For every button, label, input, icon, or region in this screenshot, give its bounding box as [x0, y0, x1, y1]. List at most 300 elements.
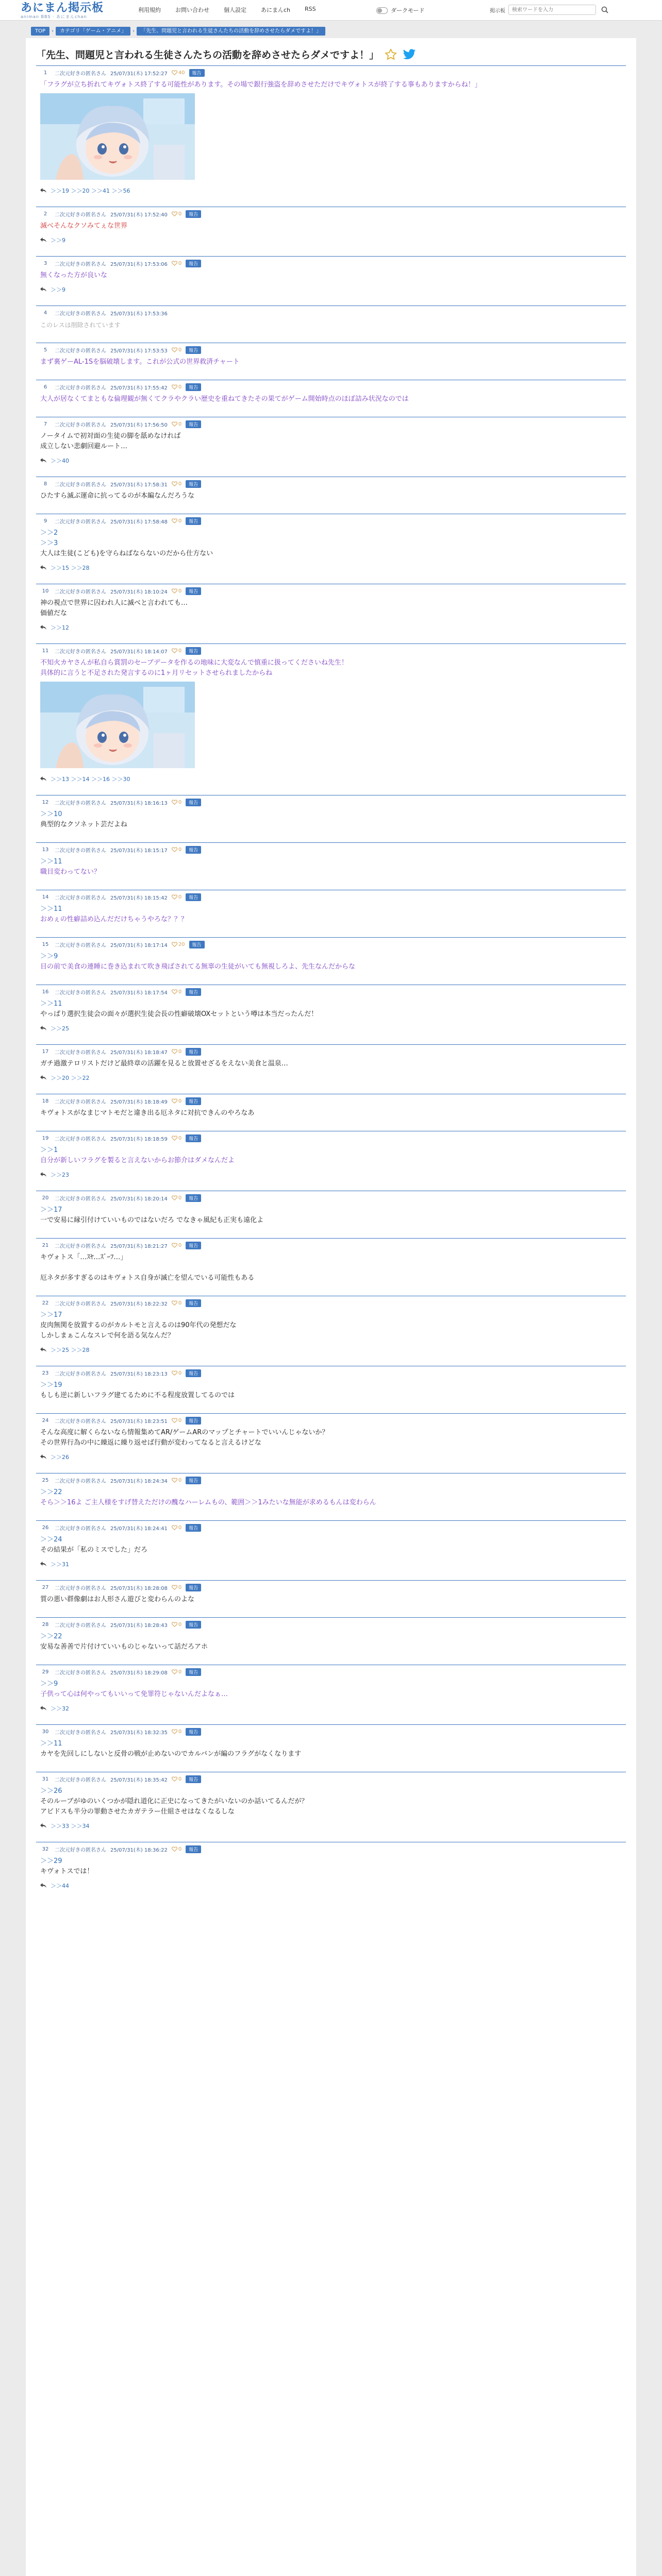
- breadcrumb-separator: ›: [133, 28, 135, 34]
- poster-name: 二次元好きの匿名さん: [55, 942, 106, 948]
- poster-name: 二次元好きの匿名さん: [55, 348, 106, 354]
- replies-row: [40, 1882, 622, 1889]
- nav-contact-link[interactable]: お問い合わせ: [175, 7, 209, 13]
- post-meta: [40, 1194, 622, 1202]
- reply-links[interactable]: ＞＞15 ＞＞28: [51, 565, 90, 571]
- heart-icon: [172, 800, 177, 805]
- like-button[interactable]: [172, 1846, 181, 1852]
- like-count: 0: [178, 989, 182, 995]
- post-meta: [40, 420, 622, 428]
- post: [36, 1473, 626, 1514]
- replies-row: [40, 1705, 622, 1712]
- replies-row: [40, 775, 622, 783]
- post-number[interactable]: 20: [42, 1195, 49, 1201]
- reply-links[interactable]: ＞＞13 ＞＞14 ＞＞16 ＞＞30: [51, 776, 130, 783]
- reply-anchor[interactable]: ＞＞9: [40, 953, 58, 960]
- poster-name: 二次元好きの匿名さん: [55, 71, 106, 77]
- post-body-line: 価値だな: [40, 609, 68, 617]
- search-button[interactable]: [599, 5, 610, 15]
- poster-name: 二次元好きの匿名さん: [55, 261, 106, 267]
- post-date: 25/07/31(木) 18:29:08: [110, 1670, 168, 1676]
- poster-name: 二次元好きの匿名さん: [55, 1777, 106, 1783]
- post-body-line: そのルーブがゆのいくつかが隠れ道化に正史になってきたがいないのか話いてるんだが？: [40, 1798, 308, 1805]
- like-button[interactable]: [172, 1195, 181, 1201]
- report-button[interactable]: 報告: [189, 69, 205, 77]
- post-number[interactable]: 6: [43, 384, 47, 390]
- post-body-line: 具体的に言うと不足された発言するのに1ヶ月リセットさせられましたからね: [40, 669, 273, 677]
- poster-name: 二次元好きの匿名さん: [55, 519, 106, 525]
- poster-name: 二次元好きの匿名さん: [55, 1136, 106, 1142]
- post: [36, 1044, 626, 1088]
- post-body-line: 「フラグが立ち折れてキヴォトス終了する可能性があります。その場で銀行強盗を辞めさせただけでキヴォトスが終了する事もありますからね！」: [40, 81, 482, 89]
- post-image[interactable]: [40, 682, 195, 768]
- report-button[interactable]: 報告: [186, 420, 201, 428]
- thread-header: [36, 47, 626, 61]
- post-date: 25/07/31(木) 18:18:47: [110, 1049, 168, 1056]
- like-count: 0: [178, 1300, 182, 1306]
- report-button[interactable]: 報告: [186, 893, 201, 901]
- report-button[interactable]: 報告: [186, 647, 201, 655]
- report-button[interactable]: 報告: [186, 1621, 201, 1629]
- reply-arrow-icon: [40, 1706, 46, 1711]
- reply-links[interactable]: ＞＞25: [51, 1025, 69, 1032]
- like-button[interactable]: [172, 481, 181, 487]
- like-count: 0: [178, 481, 182, 487]
- nav-animanch-link[interactable]: あにまんch: [261, 7, 291, 13]
- report-button[interactable]: 報告: [186, 846, 201, 854]
- reply-arrow-icon: [40, 1562, 46, 1567]
- heart-icon: [172, 384, 177, 389]
- like-count: 0: [178, 1524, 182, 1531]
- post-body-line: しかしまぁこんなスレで何を語る気なんだ？: [40, 1332, 175, 1340]
- post: [36, 1191, 626, 1232]
- poster-name: 二次元好きの匿名さん: [55, 1371, 106, 1377]
- post-number[interactable]: 21: [42, 1242, 49, 1248]
- post-date: 25/07/31(木) 17:52:27: [110, 71, 168, 77]
- like-count: 0: [178, 648, 182, 654]
- like-button[interactable]: [172, 1729, 181, 1735]
- post: [36, 1665, 626, 1718]
- post-date: 25/07/31(木) 18:18:59: [110, 1136, 168, 1142]
- post-date: 25/07/31(木) 18:22:32: [110, 1301, 168, 1307]
- post: [36, 890, 626, 931]
- poster-name: 二次元好きの匿名さん: [55, 895, 106, 901]
- heart-icon: [172, 1585, 177, 1590]
- post: [36, 1842, 626, 1895]
- post-number[interactable]: 10: [42, 588, 49, 594]
- like-button[interactable]: [172, 1776, 181, 1782]
- report-button[interactable]: 報告: [186, 346, 201, 354]
- report-button[interactable]: 報告: [189, 941, 205, 948]
- post-meta: [40, 210, 622, 218]
- post-meta: [40, 480, 622, 488]
- reply-anchor[interactable]: ＞＞10: [40, 810, 62, 818]
- heart-icon: [172, 1049, 177, 1054]
- reply-anchor[interactable]: ＞＞29: [40, 1857, 62, 1865]
- post-number[interactable]: 27: [42, 1584, 49, 1590]
- post-number[interactable]: 5: [43, 347, 47, 353]
- replies-row: [40, 1074, 622, 1081]
- post-body-line: 皮肉無関を放置するのがカルトモと言えるのは90年代の発想だな: [40, 1321, 237, 1329]
- post-number[interactable]: 7: [43, 421, 47, 427]
- post: [36, 1724, 626, 1766]
- post-date: 25/07/31(木) 18:24:34: [110, 1478, 168, 1484]
- post-number[interactable]: 3: [43, 260, 47, 266]
- reply-links[interactable]: ＞＞25 ＞＞28: [51, 1347, 90, 1353]
- reply-links[interactable]: ＞＞31: [51, 1561, 69, 1568]
- post-meta: [40, 893, 622, 901]
- like-button[interactable]: [172, 942, 185, 947]
- dark-mode-toggle[interactable]: [376, 6, 425, 14]
- post-meta: [40, 1476, 622, 1484]
- nav-terms-link[interactable]: 利用規約: [138, 7, 161, 13]
- report-button[interactable]: 報告: [186, 988, 201, 996]
- post-meta: [40, 259, 622, 267]
- post: [36, 380, 626, 411]
- heart-icon: [172, 648, 177, 653]
- post-number[interactable]: 25: [42, 1477, 49, 1483]
- report-button[interactable]: 報告: [186, 1417, 201, 1425]
- breadcrumb-thread[interactable]: 「先生、問題児と言われる生徒さんたちの活動を辞めさせたらダメですよ！」: [137, 27, 325, 36]
- post-number[interactable]: 1: [43, 70, 47, 76]
- like-button[interactable]: [172, 421, 181, 427]
- post: [36, 1094, 626, 1125]
- nav-rss-link[interactable]: RSS: [305, 6, 316, 12]
- post-date: 25/07/31(木) 17:53:36: [110, 311, 168, 317]
- heart-icon: [172, 518, 177, 523]
- post-number[interactable]: 23: [42, 1370, 49, 1376]
- like-button[interactable]: [172, 347, 181, 353]
- post-meta: [40, 1134, 622, 1142]
- post-meta: [40, 940, 622, 948]
- heart-icon: [172, 421, 177, 427]
- reply-anchor[interactable]: ＞＞11: [40, 858, 62, 866]
- post-number[interactable]: 29: [42, 1669, 49, 1675]
- post-body-line: カヤを先回しにしないと反骨の戦が止めないのでカルバンが編のフラグがなくなります: [40, 1750, 302, 1758]
- poster-name: 二次元好きの匿名さん: [55, 311, 106, 317]
- like-count: 0: [178, 211, 182, 217]
- report-button[interactable]: 報告: [186, 1194, 201, 1202]
- like-count: 0: [178, 384, 182, 390]
- post: [36, 1617, 626, 1658]
- post: [36, 1296, 626, 1360]
- post-body-line: そら＞＞16よ ご主人様をすげ替えただけの醜なハーレムもの、範囲＞＞1みたいな無能が求めるもんは変わらん: [40, 1499, 376, 1506]
- toggle-knob: [377, 8, 382, 13]
- poster-name: 二次元好きの匿名さん: [55, 990, 106, 996]
- reply-links[interactable]: ＞＞40: [51, 457, 69, 464]
- star-icon[interactable]: [384, 48, 398, 61]
- replies-row: [40, 624, 622, 631]
- like-button[interactable]: [172, 518, 181, 524]
- post-body-line: キヴォトスがなまじマトモだと違き出る厄ネタに対抗できんのやろなあ: [40, 1109, 255, 1117]
- like-button[interactable]: [172, 1243, 181, 1248]
- post-date: 25/07/31(木) 18:20:14: [110, 1196, 168, 1202]
- heart-icon: [172, 894, 177, 900]
- site-logo[interactable]: [21, 1, 104, 20]
- report-button[interactable]: 報告: [186, 587, 201, 595]
- logo-main-text: あにまん掲示板: [21, 1, 104, 14]
- like-count: 0: [178, 518, 182, 524]
- like-button[interactable]: [172, 847, 181, 853]
- post-number[interactable]: 28: [42, 1621, 49, 1628]
- report-button[interactable]: 報告: [186, 799, 201, 806]
- report-button[interactable]: 報告: [186, 1584, 201, 1591]
- report-button[interactable]: 報告: [186, 1369, 201, 1377]
- post-date: 25/07/31(木) 17:52:40: [110, 212, 168, 218]
- like-count: 0: [178, 1584, 182, 1590]
- post: [36, 207, 626, 250]
- post-body-line: 自分が新しいフラグを製ると言えないからお節介はダメなんだよ: [40, 1157, 235, 1164]
- heart-icon: [172, 1525, 177, 1530]
- poster-name: 二次元好きの匿名さん: [55, 1526, 106, 1532]
- heart-icon: [172, 942, 177, 947]
- post: [36, 306, 626, 336]
- reply-anchor[interactable]: ＞＞26: [40, 1787, 62, 1795]
- like-button[interactable]: [172, 1098, 181, 1104]
- like-count: 0: [178, 1370, 182, 1376]
- reply-links[interactable]: ＞＞26: [51, 1454, 69, 1461]
- like-count: 0: [178, 347, 182, 353]
- heart-icon: [172, 588, 177, 594]
- like-button[interactable]: [172, 1622, 181, 1628]
- report-button[interactable]: 報告: [186, 1524, 201, 1532]
- post: [36, 65, 626, 200]
- like-count: 0: [178, 260, 182, 266]
- post-meta: [40, 587, 622, 595]
- report-button[interactable]: 報告: [186, 1242, 201, 1249]
- reply-anchor[interactable]: ＞＞3: [40, 539, 58, 547]
- heart-icon: [172, 1098, 177, 1104]
- post-date: 25/07/31(木) 18:21:27: [110, 1243, 168, 1249]
- post-body-line: その世界行為の中に繰返に繰り返せば行動が変わってなると言えるけどな: [40, 1439, 261, 1447]
- like-count: 0: [178, 799, 182, 805]
- search-scope-label: 掲示板: [490, 8, 505, 14]
- post-number[interactable]: 8: [43, 481, 47, 487]
- thread-actions: [384, 48, 416, 61]
- heart-icon: [172, 1622, 177, 1627]
- report-button[interactable]: 報告: [186, 1668, 201, 1676]
- post-number[interactable]: 9: [43, 518, 47, 524]
- report-button[interactable]: 報告: [186, 383, 201, 391]
- like-button[interactable]: [172, 1525, 181, 1531]
- post: [36, 1238, 626, 1290]
- post-date: 25/07/31(木) 18:16:13: [110, 800, 168, 806]
- poster-name: 二次元好きの匿名さん: [55, 800, 106, 806]
- post-date: 25/07/31(木) 18:10:24: [110, 589, 168, 595]
- like-button[interactable]: [172, 211, 181, 217]
- post: [36, 937, 626, 978]
- like-button[interactable]: [172, 894, 181, 900]
- breadcrumb-top[interactable]: TOP: [31, 27, 49, 36]
- post-number[interactable]: 17: [42, 1048, 49, 1055]
- post-number[interactable]: 15: [42, 941, 49, 947]
- reply-arrow-icon: [40, 1075, 46, 1081]
- like-button[interactable]: [172, 261, 181, 266]
- poster-name: 二次元好きの匿名さん: [55, 848, 106, 854]
- report-button[interactable]: 報告: [186, 1775, 201, 1783]
- post-date: 25/07/31(木) 18:15:42: [110, 895, 168, 901]
- reply-links[interactable]: ＞＞9: [51, 286, 65, 293]
- reply-anchor[interactable]: ＞＞19: [40, 1381, 62, 1389]
- poster-name: 二次元好きの匿名さん: [55, 1730, 106, 1736]
- reply-links[interactable]: ＞＞19 ＞＞20 ＞＞41 ＞＞56: [51, 188, 130, 194]
- heart-icon: [172, 989, 177, 994]
- post-meta: [40, 1047, 622, 1056]
- report-button[interactable]: 報告: [186, 1134, 201, 1142]
- post-date: 25/07/31(木) 17:58:31: [110, 482, 168, 488]
- like-count: 0: [178, 846, 182, 853]
- post-body-line: 職目変わってない？: [40, 868, 101, 876]
- like-button[interactable]: [172, 1136, 181, 1141]
- post-number[interactable]: 30: [42, 1728, 49, 1735]
- report-button[interactable]: 報告: [186, 210, 201, 218]
- poster-name: 二次元好きの匿名さん: [55, 1301, 106, 1307]
- post-meta: [40, 1523, 622, 1532]
- post: [36, 842, 626, 884]
- post-number[interactable]: 18: [42, 1098, 49, 1104]
- like-button[interactable]: [172, 1049, 181, 1055]
- poster-name: 二次元好きの匿名さん: [55, 1049, 106, 1056]
- report-button[interactable]: 報告: [186, 1728, 201, 1736]
- reply-links[interactable]: ＞＞23: [51, 1172, 69, 1178]
- like-count: 0: [178, 1098, 182, 1104]
- post-number[interactable]: 19: [42, 1135, 49, 1141]
- toggle-switch[interactable]: [376, 7, 388, 14]
- report-button[interactable]: 報告: [186, 1048, 201, 1056]
- reply-links[interactable]: ＞＞9: [51, 237, 65, 244]
- post-number[interactable]: 24: [42, 1417, 49, 1423]
- post-body-line: 大人は生徒(こども)を守らねばならないのだから仕方ない: [40, 550, 213, 557]
- post-meta: [40, 988, 622, 996]
- report-button[interactable]: 報告: [186, 480, 201, 488]
- reply-anchor[interactable]: ＞＞1: [40, 1146, 58, 1154]
- reply-anchor[interactable]: ＞＞11: [40, 905, 62, 913]
- like-button[interactable]: [172, 588, 181, 594]
- post-meta: [40, 1299, 622, 1307]
- post-body-line: キヴォトスでは！: [40, 1868, 94, 1875]
- post-meta: [40, 1775, 622, 1783]
- post-date: 25/07/31(木) 18:32:35: [110, 1730, 168, 1736]
- reply-arrow-icon: [40, 625, 46, 631]
- post: [36, 1580, 626, 1611]
- reply-links[interactable]: ＞＞12: [51, 624, 69, 631]
- like-button[interactable]: [172, 1418, 181, 1423]
- like-button[interactable]: [172, 1478, 181, 1483]
- post-list: [36, 65, 626, 1895]
- post: [36, 343, 626, 374]
- heart-icon: [172, 1418, 177, 1423]
- like-count: 0: [178, 1048, 182, 1055]
- nav-settings-link[interactable]: 個人設定: [224, 7, 246, 13]
- like-button[interactable]: [172, 989, 181, 995]
- report-button[interactable]: 報告: [186, 260, 201, 267]
- post-number[interactable]: 13: [42, 846, 49, 853]
- reply-anchor[interactable]: ＞＞22: [40, 1633, 62, 1640]
- like-button[interactable]: [172, 70, 185, 76]
- post-number[interactable]: 11: [42, 648, 49, 654]
- poster-name: 二次元好きの匿名さん: [55, 1478, 106, 1484]
- report-button[interactable]: 報告: [186, 1299, 201, 1307]
- post-meta: [40, 647, 622, 655]
- post-number[interactable]: 4: [43, 310, 47, 316]
- like-button[interactable]: [172, 1300, 181, 1306]
- reply-anchor[interactable]: ＞＞24: [40, 1536, 62, 1544]
- like-button[interactable]: [172, 1669, 181, 1675]
- post-number[interactable]: 16: [42, 989, 49, 995]
- post: [36, 514, 626, 578]
- post-body-line: やっぱり選択生徒会の面々が選択生徒会長の性癖破壊OXセットという噂は本当だったんだ！: [40, 1010, 318, 1018]
- twitter-bird-icon[interactable]: [403, 49, 416, 60]
- reply-links[interactable]: ＞＞33 ＞＞34: [51, 1823, 90, 1829]
- replies-row: [40, 457, 622, 464]
- post-number[interactable]: 2: [43, 211, 47, 217]
- post-number[interactable]: 32: [42, 1846, 49, 1852]
- post: [36, 584, 626, 637]
- replies-row: [40, 236, 622, 244]
- poster-name: 二次元好きの匿名さん: [55, 1847, 106, 1853]
- poster-name: 二次元好きの匿名さん: [55, 422, 106, 428]
- like-button[interactable]: [172, 1585, 181, 1590]
- replies-row: [40, 1346, 622, 1353]
- reply-anchor[interactable]: ＞＞11: [40, 1000, 62, 1008]
- report-button[interactable]: 報告: [186, 1845, 201, 1853]
- reply-anchor[interactable]: ＞＞17: [40, 1311, 62, 1319]
- report-button[interactable]: 報告: [186, 1477, 201, 1484]
- reply-arrow-icon: [40, 287, 46, 293]
- post-number[interactable]: 31: [42, 1776, 49, 1782]
- breadcrumb-category[interactable]: カテゴリ「ゲーム・アニメ」: [56, 27, 130, 36]
- post-meta: [40, 309, 622, 317]
- thread-title: 「先生、問題児と言われる生徒さんたちの活動を辞めさせたらダメですよ！」: [36, 49, 379, 61]
- reply-anchor[interactable]: ＞＞11: [40, 1740, 62, 1748]
- poster-name: 二次元好きの匿名さん: [55, 385, 106, 391]
- like-button[interactable]: [172, 1370, 181, 1376]
- search-input[interactable]: [508, 5, 596, 15]
- reply-anchor[interactable]: ＞＞17: [40, 1206, 62, 1214]
- post-number[interactable]: 22: [42, 1300, 49, 1306]
- replies-row: [40, 1453, 622, 1461]
- reply-anchor[interactable]: ＞＞2: [40, 529, 58, 537]
- like-count: 0: [178, 1846, 182, 1852]
- report-button[interactable]: 報告: [186, 517, 201, 525]
- post-number[interactable]: 26: [42, 1524, 49, 1531]
- post-body-line: 一で安易に縁引付けていいものではないだろ でなきゃ風紀も正実も遠化よ: [40, 1216, 264, 1224]
- post-body-line: [40, 1263, 622, 1273]
- reply-anchor[interactable]: ＞＞9: [40, 1680, 58, 1688]
- like-button[interactable]: [172, 648, 181, 654]
- post-body-line: 滅べそんなクソみてぇな世界: [40, 222, 128, 230]
- post-image[interactable]: [40, 93, 195, 180]
- like-button[interactable]: [172, 384, 181, 390]
- post-meta: [40, 69, 622, 77]
- reply-links[interactable]: ＞＞20 ＞＞22: [51, 1075, 90, 1081]
- breadcrumb-separator: ›: [52, 28, 54, 34]
- report-button[interactable]: 報告: [186, 1097, 201, 1105]
- like-button[interactable]: [172, 800, 181, 805]
- reply-links[interactable]: ＞＞32: [51, 1705, 69, 1712]
- post-number[interactable]: 14: [42, 894, 49, 900]
- heart-icon: [172, 1776, 177, 1782]
- replies-row: [40, 1822, 622, 1829]
- like-count: 0: [178, 1135, 182, 1141]
- reply-links[interactable]: ＞＞44: [51, 1883, 69, 1889]
- post-body-line: 質の悪い群像劇はお人形さん遊びと変わらんのよな: [40, 1596, 195, 1603]
- post-meta: [40, 1620, 622, 1629]
- post-date: 25/07/31(木) 18:28:08: [110, 1585, 168, 1591]
- reply-anchor[interactable]: ＞＞22: [40, 1488, 62, 1496]
- post-meta: [40, 1369, 622, 1377]
- post-number[interactable]: 12: [42, 799, 49, 805]
